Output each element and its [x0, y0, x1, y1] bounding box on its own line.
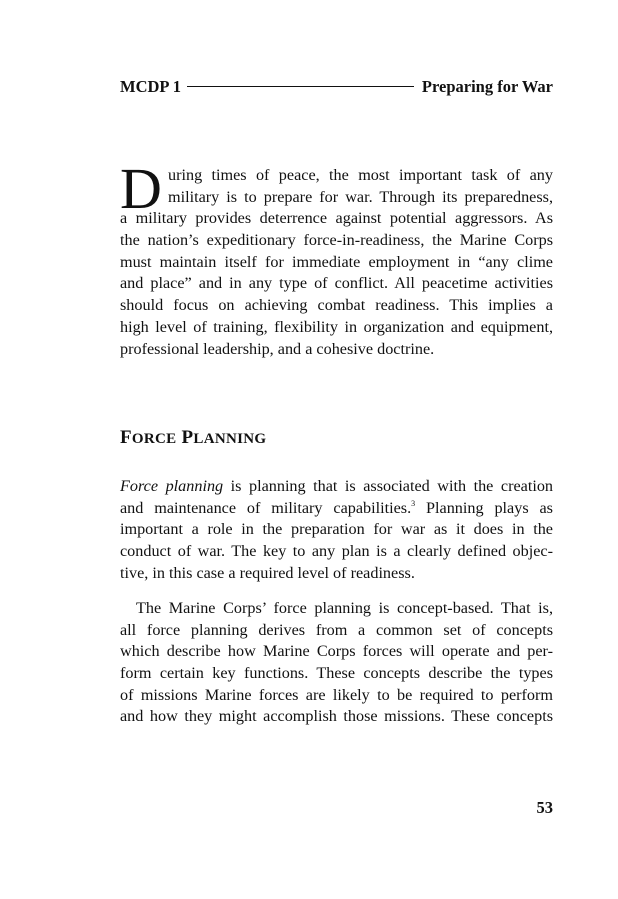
text-line: military is to prepare for war. Through its preparedness, [168, 187, 553, 206]
text-line: uring times of peace, the most important task of any [168, 166, 553, 184]
drop-cap: D [120, 156, 162, 221]
page-number: 53 [536, 798, 553, 817]
text-line: all force planning derives from a common set of concepts [120, 620, 553, 639]
text-line: tive, in this case a required level of readiness. [120, 563, 415, 582]
text-line [120, 476, 553, 498]
heading-smallcaps: LANNING [193, 431, 267, 447]
text-line: high level of training, flexibility in organization and equipment, [120, 317, 553, 336]
text-line: conduct of war. The key to any plan is a clearly defined objec- [120, 542, 553, 561]
heading-initial: P [181, 427, 194, 448]
text-line: should focus on achieving combat readiness. This implies a [120, 296, 553, 315]
text-line: and how they might accomplish those missions. These concepts [120, 707, 553, 726]
header-rule [187, 86, 414, 87]
text-line: a military provides deterrence against potential aggressors. As [120, 209, 553, 228]
text-line: must maintain itself for immediate employment in “any clime [120, 252, 553, 271]
header-publication: MCDP 1 [120, 77, 181, 96]
text-line: and place” and in any type of conflict. All peacetime activities [120, 274, 553, 293]
text-line: which describe how Marine Corps forces will operate and per- [120, 642, 553, 661]
text-line [120, 498, 553, 520]
force-planning-paragraph [120, 476, 553, 584]
footnote-marker[interactable]: 3 [411, 498, 416, 508]
text-line: of missions Marine forces are likely to be required to perform [120, 685, 553, 704]
text-line: The Marine Corps’ force planning is concept-based. That is, [136, 599, 553, 617]
intro-paragraph [120, 156, 553, 360]
text-span: is planning that is associated with the creation [223, 477, 554, 495]
text-line: professional leadership, and a cohesive doctrine. [120, 339, 435, 358]
text-line: form certain key functions. These concepts describe the types [120, 664, 553, 683]
text-span: and maintenance of military capabilities. [120, 498, 412, 517]
heading-initial: F [120, 427, 132, 448]
header-chapter-title: Preparing for War [421, 77, 553, 96]
running-header [120, 76, 553, 98]
heading-smallcaps: ORCE [131, 431, 177, 447]
defined-term: Force planning [120, 477, 224, 495]
section-heading [120, 427, 266, 449]
concept-based-paragraph [120, 598, 553, 728]
text-span: Planning plays as [415, 498, 553, 517]
text-line: the nation’s expeditionary force-in-readiness, the Marine Corps [120, 231, 553, 250]
text-line: important a role in the preparation for war as it does in the [120, 520, 553, 539]
